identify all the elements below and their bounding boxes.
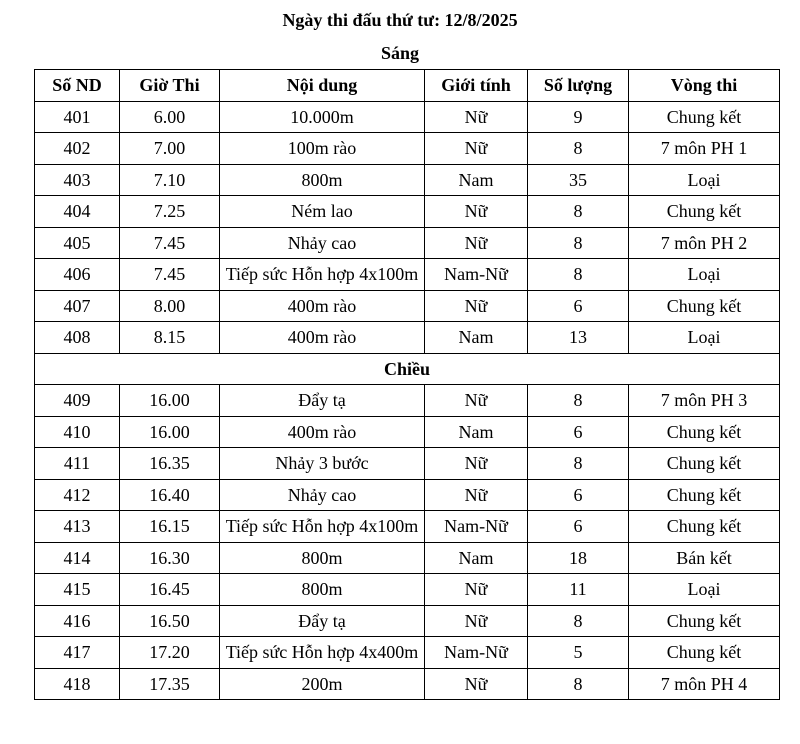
cell-event-number: 404 (35, 196, 120, 228)
cell-gender: Nam-Nữ (425, 637, 528, 669)
table-row (35, 448, 780, 480)
cell-event-number: 414 (35, 542, 120, 574)
cell-gender: Nam (425, 542, 528, 574)
cell-gender: Nam (425, 164, 528, 196)
cell-count: 5 (528, 637, 629, 669)
cell-gender: Nữ (425, 448, 528, 480)
cell-time: 16.45 (120, 574, 220, 606)
cell-event-number: 415 (35, 574, 120, 606)
cell-round: Chung kết (629, 479, 780, 511)
cell-round: Chung kết (629, 416, 780, 448)
cell-time: 17.35 (120, 668, 220, 700)
cell-count: 6 (528, 479, 629, 511)
cell-event: Nhảy cao (220, 227, 425, 259)
cell-time: 16.15 (120, 511, 220, 543)
cell-event-number: 409 (35, 385, 120, 417)
cell-event: Nhảy 3 bước (220, 448, 425, 480)
cell-time: 7.00 (120, 133, 220, 165)
cell-round: Chung kết (629, 511, 780, 543)
cell-round: Loại (629, 164, 780, 196)
section-row-afternoon (35, 353, 780, 385)
cell-gender: Nam (425, 322, 528, 354)
cell-event: 800m (220, 164, 425, 196)
cell-time: 16.50 (120, 605, 220, 637)
table-header-row (35, 70, 780, 102)
cell-round: Loại (629, 259, 780, 291)
cell-event-number: 410 (35, 416, 120, 448)
section-heading-afternoon: Chiều (35, 353, 780, 385)
cell-event-number: 417 (35, 637, 120, 669)
cell-gender: Nữ (425, 574, 528, 606)
cell-event-number: 411 (35, 448, 120, 480)
cell-event-number: 418 (35, 668, 120, 700)
cell-gender: Nữ (425, 605, 528, 637)
cell-gender: Nữ (425, 385, 528, 417)
table-row (35, 511, 780, 543)
cell-event-number: 405 (35, 227, 120, 259)
cell-event-number: 403 (35, 164, 120, 196)
cell-event: Tiếp sức Hỗn hợp 4x100m (220, 259, 425, 291)
cell-event: 100m rào (220, 133, 425, 165)
cell-time: 8.00 (120, 290, 220, 322)
cell-count: 8 (528, 196, 629, 228)
cell-gender: Nữ (425, 290, 528, 322)
cell-round: Loại (629, 322, 780, 354)
cell-count: 6 (528, 416, 629, 448)
table-row (35, 637, 780, 669)
cell-time: 7.45 (120, 227, 220, 259)
cell-count: 8 (528, 668, 629, 700)
table-row (35, 322, 780, 354)
cell-gender: Nữ (425, 196, 528, 228)
section-heading-morning: Sáng (380, 43, 420, 63)
cell-gender: Nữ (425, 227, 528, 259)
cell-event-number: 402 (35, 133, 120, 165)
cell-event-number: 412 (35, 479, 120, 511)
table-row (35, 416, 780, 448)
cell-round: Chung kết (629, 290, 780, 322)
cell-time: 7.45 (120, 259, 220, 291)
cell-time: 16.30 (120, 542, 220, 574)
cell-time: 17.20 (120, 637, 220, 669)
column-header-time: Giờ Thi (120, 70, 220, 102)
cell-round: Chung kết (629, 196, 780, 228)
cell-count: 8 (528, 385, 629, 417)
cell-round: Chung kết (629, 101, 780, 133)
cell-event-number: 407 (35, 290, 120, 322)
cell-count: 13 (528, 322, 629, 354)
cell-event: Tiếp sức Hỗn hợp 4x100m (220, 511, 425, 543)
cell-count: 9 (528, 101, 629, 133)
schedule-table (34, 69, 780, 700)
cell-time: 6.00 (120, 101, 220, 133)
cell-gender: Nam-Nữ (425, 259, 528, 291)
cell-count: 8 (528, 133, 629, 165)
cell-event-number: 406 (35, 259, 120, 291)
cell-round: Chung kết (629, 605, 780, 637)
cell-time: 16.35 (120, 448, 220, 480)
table-row (35, 164, 780, 196)
cell-count: 18 (528, 542, 629, 574)
cell-round: Chung kết (629, 637, 780, 669)
cell-event-number: 401 (35, 101, 120, 133)
cell-time: 16.00 (120, 416, 220, 448)
table-row (35, 479, 780, 511)
cell-gender: Nam-Nữ (425, 511, 528, 543)
column-header-count: Số lượng (528, 70, 629, 102)
cell-event: Nhảy cao (220, 479, 425, 511)
cell-gender: Nữ (425, 101, 528, 133)
table-row (35, 385, 780, 417)
cell-event: 400m rào (220, 322, 425, 354)
cell-round: Loại (629, 574, 780, 606)
cell-time: 8.15 (120, 322, 220, 354)
table-row (35, 227, 780, 259)
table-row (35, 542, 780, 574)
table-row (35, 574, 780, 606)
cell-round: 7 môn PH 1 (629, 133, 780, 165)
cell-round: 7 môn PH 2 (629, 227, 780, 259)
cell-event: Tiếp sức Hỗn hợp 4x400m (220, 637, 425, 669)
cell-time: 16.40 (120, 479, 220, 511)
cell-event-number: 408 (35, 322, 120, 354)
cell-event: 200m (220, 668, 425, 700)
cell-gender: Nữ (425, 133, 528, 165)
table-row (35, 259, 780, 291)
page-title: Ngày thi đấu thứ tư: 12/8/2025 (282, 10, 518, 30)
table-row (35, 133, 780, 165)
cell-count: 8 (528, 259, 629, 291)
table-row (35, 605, 780, 637)
cell-count: 6 (528, 511, 629, 543)
cell-event: 400m rào (220, 416, 425, 448)
table-row (35, 668, 780, 700)
cell-count: 11 (528, 574, 629, 606)
cell-gender: Nam (425, 416, 528, 448)
cell-event-number: 413 (35, 511, 120, 543)
cell-gender: Nữ (425, 479, 528, 511)
cell-event: Đẩy tạ (220, 385, 425, 417)
cell-event: 400m rào (220, 290, 425, 322)
cell-count: 8 (528, 605, 629, 637)
column-header-gender: Giới tính (425, 70, 528, 102)
cell-gender: Nữ (425, 668, 528, 700)
table-row (35, 196, 780, 228)
cell-event-number: 416 (35, 605, 120, 637)
cell-event: 800m (220, 574, 425, 606)
cell-count: 35 (528, 164, 629, 196)
cell-time: 7.25 (120, 196, 220, 228)
cell-event: Ném lao (220, 196, 425, 228)
cell-count: 6 (528, 290, 629, 322)
cell-round: 7 môn PH 3 (629, 385, 780, 417)
column-header-round: Vòng thi (629, 70, 780, 102)
cell-round: Chung kết (629, 448, 780, 480)
cell-count: 8 (528, 448, 629, 480)
table-row (35, 101, 780, 133)
cell-round: Bán kết (629, 542, 780, 574)
table-row (35, 290, 780, 322)
cell-time: 7.10 (120, 164, 220, 196)
cell-round: 7 môn PH 4 (629, 668, 780, 700)
column-header-event-number: Số ND (35, 70, 120, 102)
cell-time: 16.00 (120, 385, 220, 417)
cell-event: Đẩy tạ (220, 605, 425, 637)
column-header-event: Nội dung (220, 70, 425, 102)
cell-count: 8 (528, 227, 629, 259)
cell-event: 10.000m (220, 101, 425, 133)
cell-event: 800m (220, 542, 425, 574)
